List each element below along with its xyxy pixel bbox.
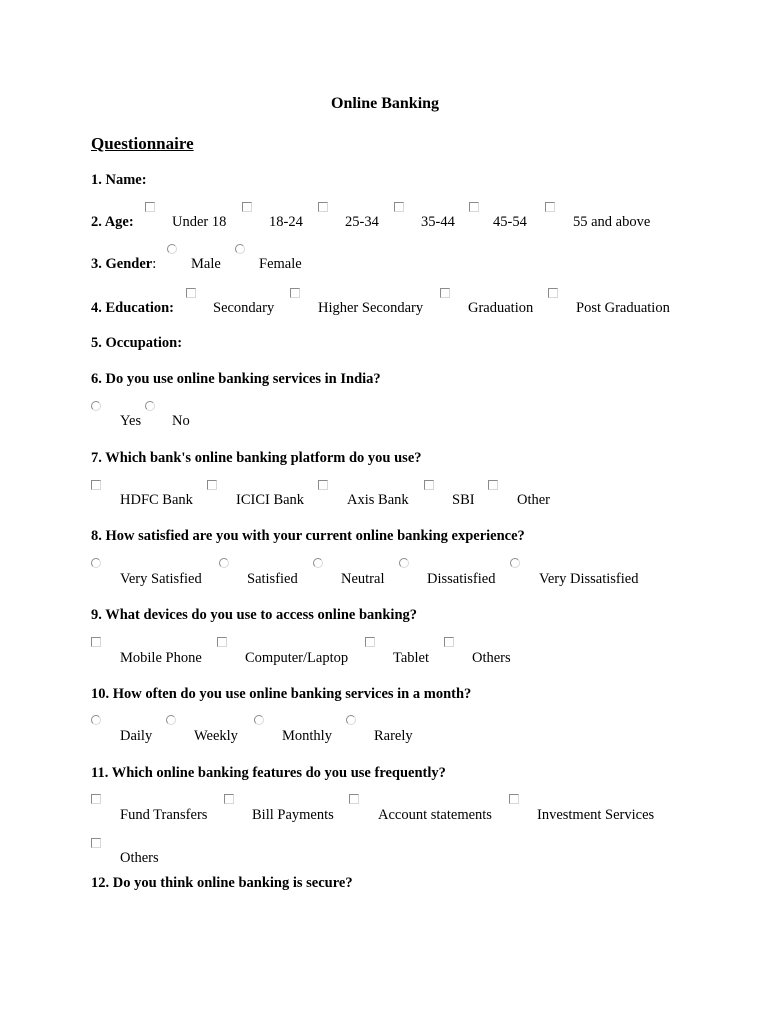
education-option-label: Graduation [468,300,534,316]
question-education: 4. Education: [91,300,174,316]
question-use-online-banking: 6. Do you use online banking services in India? [91,371,381,387]
gender-female-radio[interactable] [235,244,245,254]
use-yes-radio[interactable] [91,401,101,411]
bank-option-label: SBI [452,492,475,508]
age-25-34-checkbox[interactable] [318,202,328,212]
frequency-option-label: Daily [120,728,153,744]
bank-option-label: ICICI Bank [236,492,305,508]
feature-investment-services-checkbox[interactable] [509,794,519,804]
satisfaction-option-label: Very Dissatisfied [539,571,639,587]
use-no-radio[interactable] [145,401,155,411]
question-security: 12. Do you think online banking is secure? [91,875,353,891]
device-option-label: Mobile Phone [120,650,202,666]
question-age: 2. Age: [91,214,134,230]
education-option-label: Higher Secondary [318,300,424,316]
device-others-checkbox[interactable] [444,637,454,647]
gender-option-label: Female [259,256,302,272]
education-graduation-checkbox[interactable] [440,288,450,298]
question-features: 11. Which online banking features do you use frequently? [91,765,446,781]
bank-icici-checkbox[interactable] [207,480,217,490]
education-post-graduation-checkbox[interactable] [548,288,558,298]
device-tablet-checkbox[interactable] [365,637,375,647]
feature-option-label: Fund Transfers [120,807,208,823]
feature-bill-payments-checkbox[interactable] [224,794,234,804]
age-option-label: 55 and above [573,214,651,230]
age-option-label: Under 18 [172,214,227,230]
age-option-label: 35-44 [421,214,455,230]
device-mobile-checkbox[interactable] [91,637,101,647]
age-option-label: 45-54 [493,214,527,230]
question-satisfaction: 8. How satisfied are you with your current online banking experience? [91,528,525,544]
feature-option-label: Investment Services [537,807,655,823]
satisfaction-option-label: Dissatisfied [427,571,496,587]
gender-option-label: Male [191,256,221,272]
feature-option-label: Account statements [378,807,492,823]
age-55-above-checkbox[interactable] [545,202,555,212]
frequency-monthly-radio[interactable] [254,715,264,725]
device-option-label: Computer/Laptop [245,650,349,666]
education-option-label: Secondary [213,300,275,316]
bank-sbi-checkbox[interactable] [424,480,434,490]
question-devices: 9. What devices do you use to access online banking? [91,607,418,623]
frequency-weekly-radio[interactable] [166,715,176,725]
satisfaction-very-dissatisfied-radio[interactable] [510,558,520,568]
education-higher-secondary-checkbox[interactable] [290,288,300,298]
bank-option-label: HDFC Bank [120,492,193,508]
gender-colon: : [152,256,157,272]
feature-option-label: Bill Payments [252,807,334,823]
use-option-label: No [172,413,190,429]
document-title: Online Banking [331,95,440,112]
age-option-label: 25-34 [345,214,379,230]
frequency-option-label: Rarely [374,728,413,744]
question-gender [91,257,156,272]
use-option-label: Yes [120,413,142,429]
device-option-label: Others [472,650,511,666]
question-occupation: 5. Occupation: [91,335,183,351]
age-18-24-checkbox[interactable] [242,202,252,212]
age-option-label: 18-24 [269,214,303,230]
bank-option-label: Other [517,492,551,508]
age-45-54-checkbox[interactable] [469,202,479,212]
bank-hdfc-checkbox[interactable] [91,480,101,490]
frequency-option-label: Weekly [194,728,238,744]
bank-axis-checkbox[interactable] [318,480,328,490]
age-under-18-checkbox[interactable] [145,202,155,212]
gender-label: 3. Gender [91,256,153,272]
frequency-rarely-radio[interactable] [346,715,356,725]
education-option-label: Post Graduation [576,300,670,316]
frequency-option-label: Monthly [282,728,332,744]
bank-option-label: Axis Bank [347,492,409,508]
frequency-daily-radio[interactable] [91,715,101,725]
satisfaction-dissatisfied-radio[interactable] [399,558,409,568]
question-bank-platform: 7. Which bank's online banking platform do you use? [91,450,422,466]
question-name: 1. Name: [91,172,147,188]
education-secondary-checkbox[interactable] [186,288,196,298]
satisfaction-option-label: Very Satisfied [120,571,202,587]
device-computer-checkbox[interactable] [217,637,227,647]
satisfaction-option-label: Neutral [341,571,385,587]
device-option-label: Tablet [393,650,430,666]
questionnaire-heading: Questionnaire [91,134,194,153]
satisfaction-very-satisfied-radio[interactable] [91,558,101,568]
feature-account-statements-checkbox[interactable] [349,794,359,804]
feature-others-checkbox[interactable] [91,838,101,848]
gender-male-radio[interactable] [167,244,177,254]
age-35-44-checkbox[interactable] [394,202,404,212]
satisfaction-option-label: Satisfied [247,571,298,587]
satisfaction-satisfied-radio[interactable] [219,558,229,568]
satisfaction-neutral-radio[interactable] [313,558,323,568]
question-frequency: 10. How often do you use online banking services in a month? [91,686,472,702]
feature-option-label: Others [120,850,159,866]
feature-fund-transfers-checkbox[interactable] [91,794,101,804]
bank-other-checkbox[interactable] [488,480,498,490]
